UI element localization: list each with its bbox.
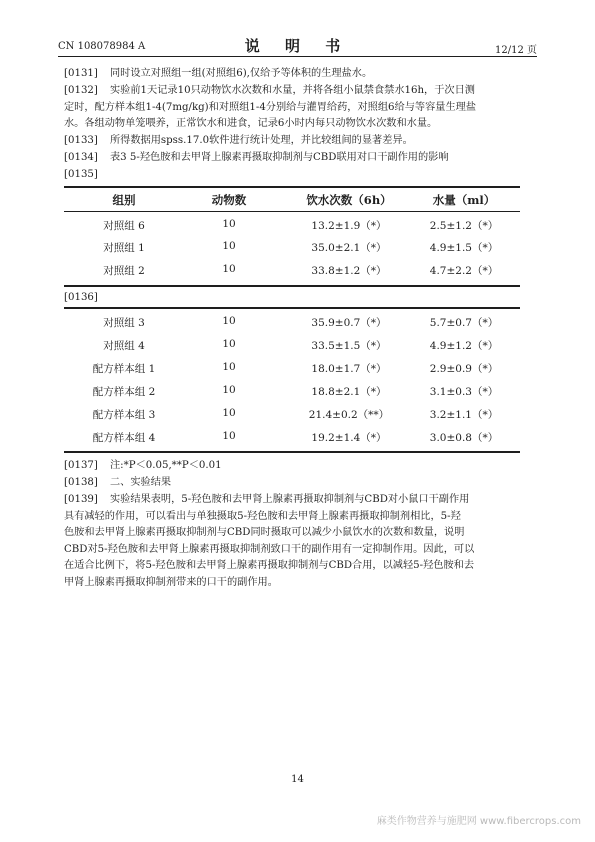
table-bottom-rule — [64, 285, 520, 287]
cell-group: 对照组 6 — [103, 220, 145, 232]
paragraph-line: CBD对5-羟色胺和去甲肾上腺素再摄取抑制剂致口干的副作用有一定抑制作用。因此，可以 — [64, 543, 475, 555]
table-row — [64, 218, 520, 238]
table-row — [64, 407, 520, 427]
paragraph-number: [0132] — [64, 85, 98, 96]
cell-group: 配方样本组 2 — [92, 386, 156, 398]
cell-drink-count: 18.8±2.1（*） — [311, 386, 387, 398]
paragraph-0132 — [64, 83, 540, 133]
table-row — [64, 263, 520, 283]
cell-water-volume: 5.7±0.7（*） — [429, 317, 499, 329]
cell-water-volume: 2.9±0.9（*） — [429, 363, 499, 375]
cell-drink-count: 18.0±1.7（*） — [311, 363, 387, 375]
paragraph-0138 — [64, 475, 540, 492]
paragraph-line: 定时，配方样本组1-4(7mg/kg)和对照组1-4分别给与灌胃给药，对照组6给与等容量生理盐 — [64, 101, 477, 113]
cell-water-volume: 4.7±2.2（*） — [429, 265, 499, 277]
cell-water-volume: 3.1±0.3（*） — [429, 386, 499, 398]
paragraph-0135 — [64, 167, 540, 184]
paragraph-line: 实验前1天记录10只动物饮水次数和水量，并将各组小鼠禁食禁水16h，于次日测 — [110, 85, 475, 96]
paragraph-number: [0135] — [64, 169, 98, 180]
paragraph-0134 — [64, 150, 540, 167]
cell-animals: 10 — [222, 407, 236, 419]
paragraph-0137 — [64, 458, 540, 475]
cell-animals: 10 — [222, 240, 236, 252]
header-drink-count: 饮水次数（6h） — [306, 193, 392, 207]
header-group: 组别 — [112, 193, 136, 207]
cell-group: 配方样本组 4 — [92, 432, 156, 444]
table-top-rule — [64, 186, 520, 188]
paragraph-number: [0137] — [64, 460, 98, 471]
cell-water-volume: 4.9±1.2（*） — [429, 340, 499, 352]
page-indicator: 12/12 页 — [495, 45, 537, 56]
cell-drink-count: 33.5±1.5（*） — [311, 340, 387, 352]
paragraph-number: [0139] — [64, 494, 98, 505]
page-number: 14 — [291, 774, 304, 785]
cell-drink-count: 21.4±0.2（**） — [308, 409, 390, 421]
cell-animals: 10 — [222, 338, 236, 350]
cell-animals: 10 — [222, 263, 236, 275]
paragraph-line: 色胺和去甲肾上腺素再摄取抑制剂与CBD同时摄取可以减少小鼠饮水的次数和数量，说明 — [64, 527, 465, 539]
cell-animals: 10 — [222, 361, 236, 373]
table-row — [64, 361, 520, 381]
table-top-rule — [64, 307, 520, 309]
paragraph-number: [0136] — [64, 292, 98, 303]
cell-animals: 10 — [222, 430, 236, 442]
cell-group: 对照组 1 — [103, 242, 145, 254]
cell-drink-count: 19.2±1.4（*） — [311, 432, 387, 444]
table-row — [64, 430, 520, 450]
paragraph-number: [0131] — [64, 68, 98, 79]
site-watermark: 麻类作物营养与施肥网 www.fibercrops.com — [376, 816, 581, 827]
cell-animals: 10 — [222, 384, 236, 396]
table-row — [64, 315, 520, 335]
paragraph-0139 — [64, 492, 540, 592]
paragraph-line: 在适合比例下，将5-羟色胺和去甲肾上腺素再摄取抑制剂与CBD合用，以减轻5-羟色胺和去 — [64, 560, 475, 572]
paragraph-text: 所得数据用spss.17.0软件进行统计处理，并比较组间的显著差异。 — [110, 135, 413, 146]
cell-group: 配方样本组 3 — [92, 409, 156, 421]
cell-group: 对照组 3 — [103, 317, 145, 329]
table-row — [64, 384, 520, 404]
table-caption: 表3 5-羟色胺和去甲肾上腺素再摄取抑制剂与CBD联用对口干副作用的影响 — [110, 152, 449, 163]
cell-drink-count: 35.0±2.1（*） — [311, 242, 387, 254]
table-header-rule — [64, 211, 520, 212]
table-row — [64, 338, 520, 358]
paragraph-line: 具有减轻的作用，可以看出与单独摄取5-羟色胺和去甲肾上腺素再摄取抑制剂相比，5-羟 — [64, 510, 461, 522]
document-title: 说 明 书 — [244, 37, 351, 55]
cell-group: 对照组 2 — [103, 265, 145, 277]
cell-animals: 10 — [222, 218, 236, 230]
paragraph-0136 — [64, 290, 540, 307]
paragraph-number: [0134] — [64, 152, 98, 163]
cell-drink-count: 35.9±0.7（*） — [311, 317, 387, 329]
cell-water-volume: 4.9±1.5（*） — [429, 242, 499, 254]
table-bottom-rule — [64, 451, 520, 453]
paragraph-line: 实验结果表明，5-羟色胺和去甲肾上腺素再摄取抑制剂与CBD对小鼠口干副作用 — [110, 494, 470, 505]
table-header-row — [64, 192, 520, 212]
header-animals: 动物数 — [211, 193, 247, 207]
cell-water-volume: 2.5±1.2（*） — [429, 220, 499, 232]
table-note: 注:*P＜0.05,**P＜0.01 — [110, 460, 222, 471]
cell-animals: 10 — [222, 315, 236, 327]
cell-water-volume: 3.2±1.1（*） — [429, 409, 499, 421]
paragraph-line: 甲肾上腺素再摄取抑制剂带来的口干的副作用。 — [64, 576, 278, 588]
header-water-volume: 水量（ml） — [432, 193, 496, 207]
paragraph-number: [0133] — [64, 135, 98, 146]
section-heading: 二、实验结果 — [110, 477, 172, 488]
table-row — [64, 240, 520, 260]
header-divider — [58, 56, 537, 57]
cell-drink-count: 13.2±1.9（*） — [311, 220, 387, 232]
cell-group: 对照组 4 — [103, 340, 145, 352]
paragraph-number: [0138] — [64, 477, 98, 488]
patent-number: CN 108078984 A — [58, 41, 146, 52]
cell-group: 配方样本组 1 — [92, 363, 156, 375]
cell-water-volume: 3.0±0.8（*） — [429, 432, 499, 444]
cell-drink-count: 33.8±1.2（*） — [311, 265, 387, 277]
paragraph-line: 水。各组动物单笼喂养，正常饮水和进食，记录6小时内每只动物饮水次数和水量。 — [64, 118, 438, 130]
paragraph-0133 — [64, 133, 540, 150]
paragraph-text: 同时设立对照组一组(对照组6),仅给予等体积的生理盐水。 — [110, 68, 373, 79]
paragraph-0131 — [64, 66, 540, 83]
